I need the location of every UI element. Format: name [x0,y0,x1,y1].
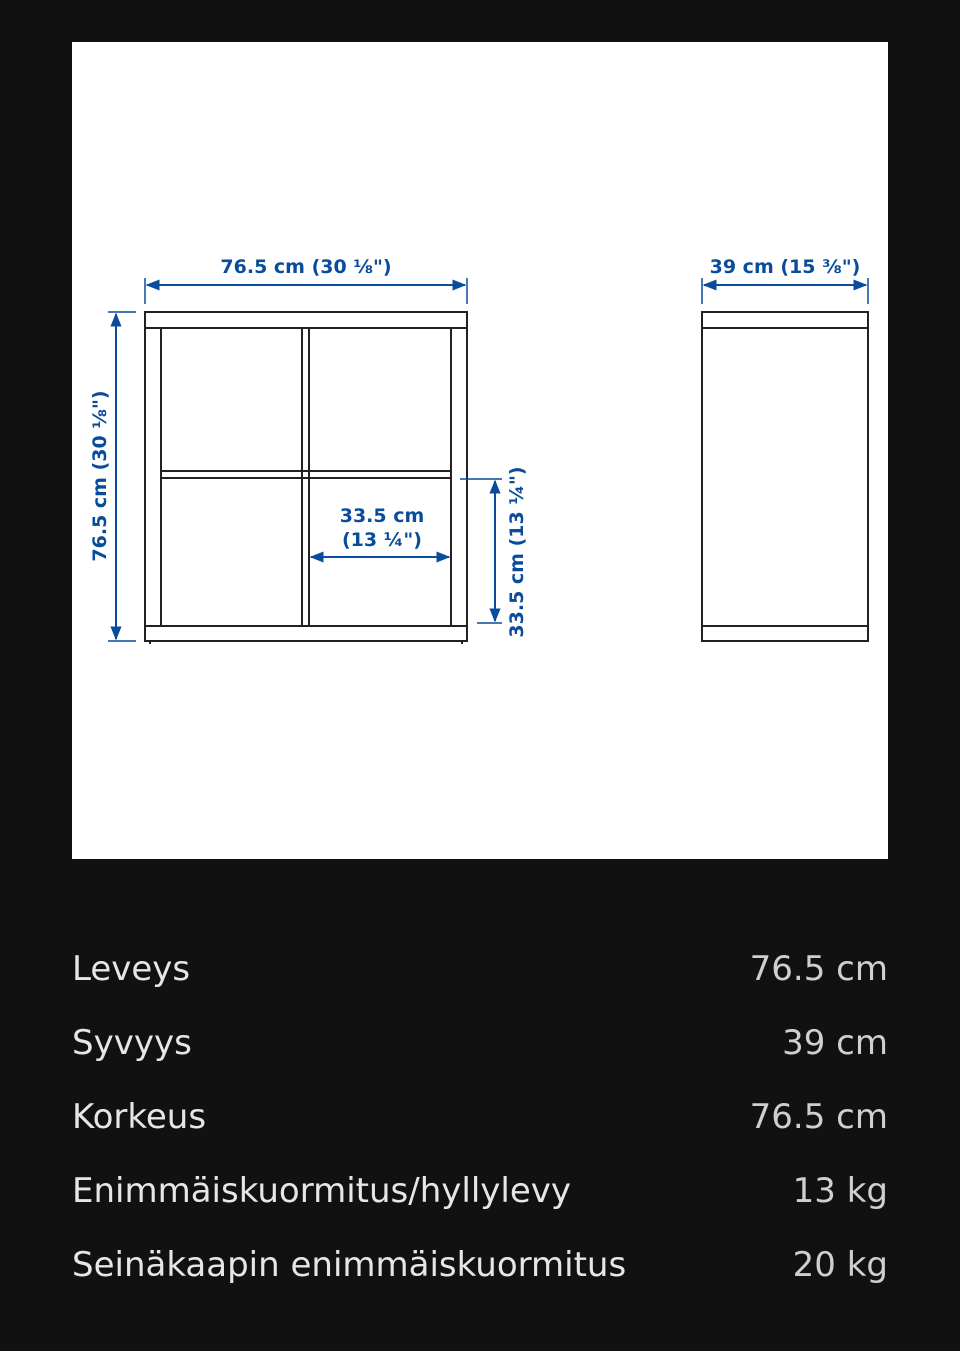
spec-label: Seinäkaapin enimmäiskuormitus [72,1245,627,1285]
specifications-list [72,932,888,1302]
spec-value: 76.5 cm [749,949,888,989]
spec-row-max-load-shelf [72,1154,888,1228]
spec-label: Syvyys [72,1023,192,1063]
inner-width-dimension [311,505,449,557]
spec-value: 20 kg [792,1245,888,1285]
shelf-side-view [702,312,868,641]
inner-width-label-line2: (13 ¼") [342,529,422,551]
dimension-drawing [72,42,888,859]
spec-label: Korkeus [72,1097,207,1137]
side-depth-dimension [702,256,868,304]
shelf-front-view [145,312,467,644]
front-height-dimension [89,312,136,641]
inner-width-label-line1: 33.5 cm [339,505,425,527]
product-dimension-image [72,42,888,859]
spec-row-height [72,1080,888,1154]
inner-height-dimension [460,466,528,637]
spec-label: Leveys [72,949,191,989]
spec-value: 76.5 cm [749,1097,888,1137]
spec-row-depth [72,1006,888,1080]
side-depth-label: 39 cm (15 ⅜") [709,256,861,278]
inner-height-label: 33.5 cm (13 ¼") [506,466,528,638]
front-width-dimension [145,256,467,304]
spec-row-max-load-wall-cabinet [72,1228,888,1302]
front-height-label: 76.5 cm (30 ⅛") [89,390,111,562]
front-width-label: 76.5 cm (30 ⅛") [220,256,392,278]
spec-row-width [72,932,888,1006]
spec-label: Enimmäiskuormitus/hyllylevy [72,1171,571,1211]
spec-value: 13 kg [792,1171,888,1211]
spec-value: 39 cm [782,1023,888,1063]
